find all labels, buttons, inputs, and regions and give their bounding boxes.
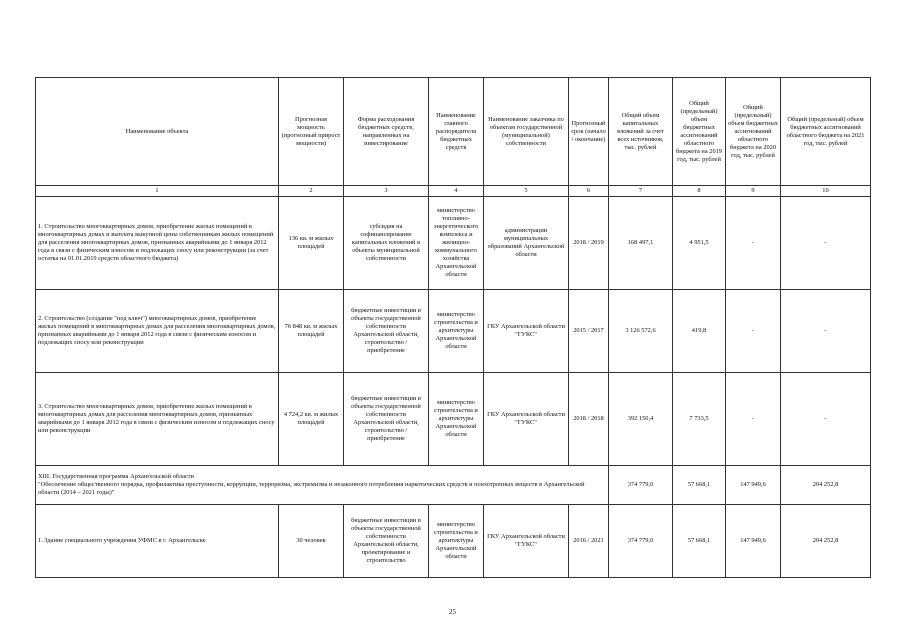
customer: ГКУ Архангельской области "ГУКС" xyxy=(484,290,569,373)
table-header-row xyxy=(36,78,871,186)
term: 2016 / 2021 xyxy=(569,505,609,578)
spending-form: бюджетные инвестиции в объекты государственной собственности Архангельской области, строительство / приобретение xyxy=(344,290,429,373)
object-name: 1. Строительство многоквартирных домов, приобретение жилых помещений в многоквартирных домах и выплата выкупной цены собственникам жилых помещений для расселения многоквартирных домов, признанных аварийными до 1 января 2012 года в связи с физическим износом и подлежащих сносу или реконструкции (за счет остатка на 01.01.2019 средств областного бюджета) xyxy=(36,197,279,290)
table-row xyxy=(36,505,871,578)
budget-2021: 204 252,8 xyxy=(781,505,871,578)
budget-2020: - xyxy=(726,373,781,466)
header-cell: Общий (предельный) объем бюджетных ассигнований областного бюджета на 2019 год, тыс. рублей xyxy=(673,78,726,186)
column-number: 4 xyxy=(429,186,484,197)
budget-distributor: министерство строительства и архитектуры Архангельской области xyxy=(429,373,484,466)
capacity: 30 человек xyxy=(279,505,344,578)
table-row xyxy=(36,290,871,373)
term: 2018 / 2019 xyxy=(569,197,609,290)
column-number: 9 xyxy=(726,186,781,197)
budget-2019: 57 668,1 xyxy=(673,466,726,505)
header-cell: Прогнозная мощность (прогнозный прирост мощности) xyxy=(279,78,344,186)
header-cell: Прогнозный срок (начало / окончание) xyxy=(569,78,609,186)
budget-2019: 7 733,5 xyxy=(673,373,726,466)
column-number-row xyxy=(36,186,871,197)
column-number: 2 xyxy=(279,186,344,197)
total-investment: 374 779,0 xyxy=(609,466,673,505)
budget-distributor: министерство топливно-энергетического комплекса и жилищно-коммунального хозяйства Архангельской области xyxy=(429,197,484,290)
total-investment: 392 150,4 xyxy=(609,373,673,466)
term: 2018 / 2018 xyxy=(569,373,609,466)
column-number: 1 xyxy=(36,186,279,197)
header-cell: Форма расходования бюджетных средств, направленных на инвестирование xyxy=(344,78,429,186)
program-section-row xyxy=(36,466,871,505)
header-cell: Общий (предельный) объем бюджетных ассигнований областного бюджета на 2021 год, тыс. рублей xyxy=(781,78,871,186)
program-title-cell xyxy=(36,466,609,505)
table-row xyxy=(36,373,871,466)
budget-2021: - xyxy=(781,290,871,373)
customer: администрации муниципальных образований Архангельской области xyxy=(484,197,569,290)
spending-form: субсидия на софинансирование капитальных вложений в объекты муниципальной собственности xyxy=(344,197,429,290)
customer: ГКУ Архангельской области "ГУКС" xyxy=(484,373,569,466)
header-cell: Наименование заказчика по объектам государственной (муниципальной) собственности xyxy=(484,78,569,186)
total-investment: 168 497,1 xyxy=(609,197,673,290)
total-investment: 3 126 572,6 xyxy=(609,290,673,373)
object-name: 3. Строительство многоквартирных домов, приобретение жилых помещений в многоквартирных домах для расселения многоквартирных домов, признанных аварийными до 1 января 2012 года в связи с физическим износом и подлежащих сносу или реконструкции xyxy=(36,373,279,466)
term: 2015 / 2017 xyxy=(569,290,609,373)
object-name: 1. Здание специального учреждения УФМС в г. Архангельске xyxy=(36,505,279,578)
spending-form: бюджетные инвестиции в объекты государственной собственности Архангельской области, проектирование и строительство xyxy=(344,505,429,578)
header-cell: Наименование главного распорядителя бюджетных средств xyxy=(429,78,484,186)
budget-2019: 419,8 xyxy=(673,290,726,373)
budget-2020: 147 949,6 xyxy=(726,505,781,578)
object-name: 2. Строительство (создание "под ключ") многоквартирных домов, приобретение жилых помещений в многоквартирных домах для расселения многоквартирных домов, признанных аварийными до 1 января 2012 года в связи с физическим износом и подлежащих сносу или реконструкции xyxy=(36,290,279,373)
header-cell: Наименование объекта xyxy=(36,78,279,186)
column-number: 3 xyxy=(344,186,429,197)
investment-table xyxy=(35,77,871,578)
header-cell: Общий (предельный) объем бюджетных ассигнований областного бюджета на 2020 год, тыс. рублей xyxy=(726,78,781,186)
budget-2019: 4 951,5 xyxy=(673,197,726,290)
budget-2020: - xyxy=(726,197,781,290)
column-number: 6 xyxy=(569,186,609,197)
table-row xyxy=(36,197,871,290)
capacity: 4 724,2 кв. м жилых площадей xyxy=(279,373,344,466)
budget-2020: - xyxy=(726,290,781,373)
column-number: 5 xyxy=(484,186,569,197)
budget-distributor: министерство строительства и архитектуры Архангельской области xyxy=(429,290,484,373)
budget-2021: 204 252,8 xyxy=(781,466,871,505)
column-number: 7 xyxy=(609,186,673,197)
column-number: 8 xyxy=(673,186,726,197)
customer: ГКУ Архангельской области "ГУКС" xyxy=(484,505,569,578)
capacity: 136 кв. м жилых площадей xyxy=(279,197,344,290)
page-number: 25 xyxy=(449,608,456,616)
column-number: 10 xyxy=(781,186,871,197)
budget-distributor: министерство строительства и архитектуры Архангельской области xyxy=(429,505,484,578)
program-name: "Обеспечение общественного порядка, профилактика преступности, коррупции, терроризма, экстремизма и незаконного потребления наркотических средств и психотропных веществ в Архангельской области (2014 – 2021 годы)" xyxy=(38,481,585,496)
budget-2019: 57 668,1 xyxy=(673,505,726,578)
capacity: 76 848 кв. м жилых площадей xyxy=(279,290,344,373)
spending-form: бюджетные инвестиции в объекты государственной собственности Архангельской области, строительство / приобретение xyxy=(344,373,429,466)
header-cell: Общий объем капитальных вложений за счет всех источников, тыс. рублей xyxy=(609,78,673,186)
program-heading: XIII. Государственная программа Архангельской области xyxy=(38,473,194,480)
budget-2021: - xyxy=(781,373,871,466)
budget-2020: 147 949,6 xyxy=(726,466,781,505)
budget-2021: - xyxy=(781,197,871,290)
total-investment: 374 779,0 xyxy=(609,505,673,578)
